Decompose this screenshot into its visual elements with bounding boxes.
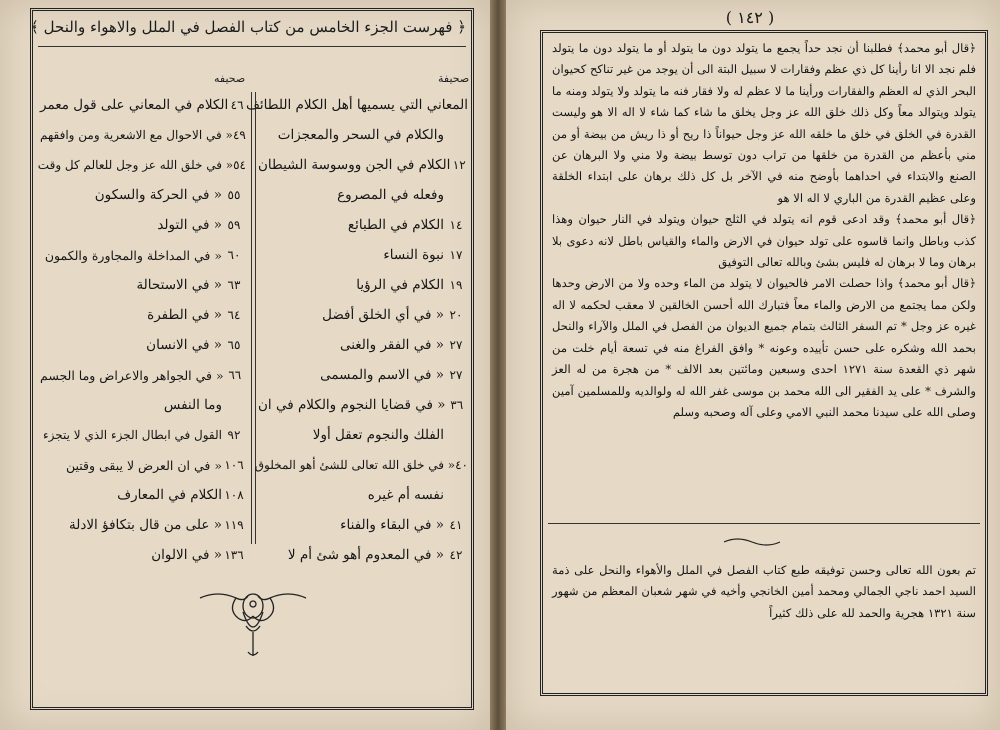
index-entry: ٤٦ الكلام في المعاني على قول معمر [40, 97, 244, 113]
index-entry: ٦٥ « في الانسان [146, 337, 241, 353]
paragraph: ﴿قال أبو محمد﴾ وقد ادعى قوم انه يتولد في الثلج حيوان ويتولد في النار حيوان وهذا كذب وباطل وانما قاسوه على تولد حيوان في الارض والماء والقياس باطل لانه دعوى بلا برهان وما لا برهان له فليس بشئ وبالله تعالى التوفيق [552, 212, 976, 270]
index-entry: نفسه أم غيره [367, 487, 444, 503]
colophon [552, 560, 976, 624]
index-entry: ٤٠ « في خلق الله تعالى للشئ أهو المخلوق [254, 458, 468, 472]
index-entry: ٤٢ « في المعدوم أهو شئ أم لا [287, 547, 463, 563]
floral-tailpiece-ornament-icon [198, 582, 308, 660]
index-entry: ٣٦ « في قضايا النجوم والكلام في ان [258, 397, 464, 413]
page-number: ( ١٤٢ ) [725, 8, 775, 27]
index-entry: وفعله في المصروع [337, 187, 444, 203]
index-entry: ١٠٨ الكلام في المعارف [117, 487, 244, 503]
column-divider [255, 92, 256, 544]
paragraph: ﴿قال أبو محمد﴾ واذا حصلت الامر فالحيوان لا يتولد من الماء وحده ولا من الارض وحدها ولكن مما يجتمع من الارض والماء معاً فتبارك الله أحسن الخالقين لا معقب لحكمه لا اله غيره عز وجل * تم السفر الثالث بتمام جميع الديوان من الفصل في الملل والآراء والنحل بحمد الله وشكره على حسن تأييده وعونه * وافق الفراغ منه في تسعة أيام خلت من شهر ذي القعدة سنة ١٢٧١ احدى وسبعين ومائتين بعد الالف * من هجرة من له العز والشرف * على يد الفقير الى الله محمد بن موسى غفر الله له ولوالديه وللمسلمين آمين وصلى الله على سيدنا محمد النبي الامي وعلى آله وصحبه وسلم [552, 276, 976, 419]
index-entry: ١٠٦ « في ان العرض لا يبقى وقتين [65, 457, 244, 473]
index-entry: ١٣٦ « في الالوان [151, 547, 244, 563]
index-entry: ٦٦ « في الجواهر والاعراض وما الجسم [40, 367, 242, 383]
index-entry: والكلام في السحر والمعجزات [277, 127, 444, 143]
index-entry: ١٤ الكلام في الطبائع [347, 217, 463, 233]
index-entry: ٢٠ « في أي الخلق أفضل [322, 307, 463, 323]
index-entry: ٦٠ « في المداخلة والمجاورة والكمون [44, 247, 241, 263]
index-entry: ٥٤ « في خلق الله عز وجل للعالم كل وقت [37, 158, 246, 172]
index-entry: ١٩ الكلام في الرؤيا [356, 277, 463, 293]
book-gutter [490, 0, 506, 730]
index-entry: ٦٣ « في الاستحالة [136, 277, 241, 293]
index-entry: ٩٢ القول في ابطال الجزء الذي لا يتجزء [43, 428, 241, 442]
section-divider [548, 523, 980, 524]
colophon-text: تم بعون الله تعالى وحسن توفيقه طبع كتاب الفصل في الملل والأهواء والنحل على ذمة السيد احمد ناجي الجمالي ومحمد أمين الخانجي وأخيه في شهر شعبان المعظم من شهور سنة ١٣٢١ هجرية والحمد لله على ذلك كثيراً [552, 563, 976, 620]
title-rule [38, 46, 466, 47]
index-entry: ١٢ الكلام في الجن ووسوسة الشيطان [258, 157, 466, 173]
index-title: ﴿ فهرست الجزء الخامس من كتاب الفصل في الملل والاهواء والنحل ﴾ [30, 18, 466, 36]
right-column-header: صحيفة [438, 72, 470, 85]
index-entry: وما النفس [163, 397, 222, 413]
index-entry: ٥٥ « في الحركة والسكون [94, 187, 241, 203]
index-entry: ٢٧ « في الاسم والمسمى [320, 367, 463, 383]
index-entry: ٤١ « في البقاء والفناء [340, 517, 463, 533]
index-entry: ٥٩ « في التولد [157, 217, 241, 233]
index-entry: ١١٩ « على من قال بتكافؤ الادلة [68, 517, 244, 533]
index-right-column [245, 90, 468, 570]
index-entry: ٤٩ « في الاحوال مع الاشعرية ومن وافقهم [40, 128, 246, 142]
column-divider [251, 92, 252, 544]
index-entry: ٦٤ « في الطفرة [147, 307, 241, 323]
index-left-column [37, 90, 246, 570]
left-column-header: صحيفه [214, 72, 246, 85]
paragraph: ﴿قال أبو محمد﴾ فطلبنا أن نجد حداً يجمع ما يتولد دون ما يتولد أو ما يتولد دون ما يتولد فلم نجد الا انا رأينا كل ذي عظم وفقارات لا سبيل البتة الى أن يوجد من غير تناكح كحيوان البحر الذي له العظم والفقارات ورأينا ما لا عظم له ولا فقار فنه ما يتولد ولا يتولد ومنه ما يتولد ويتوالد معاً وكل ذلك خلق الله عز وجل يخلق ما شاء كما شاء لا اله الا هو وليست القدرة في الخلق في خلق ما خلقه الله عز وجل حيواناً ذا ريح أو ذا ريش من بيضة أو من مني بأعظم من القدرة من خلقها من تراب دون توسط بيضة ولا مني ولا البرهان عن الصنع والابتداء في احداهما بأوضح منه في الآخر بل كل ذلك برهان على ابتداء الخلقة وعلى عظيم القدرة من الباري لا اله الا هو [552, 41, 976, 205]
index-entry: ٢٧ « في الفقر والغنى [339, 337, 463, 353]
index-entry: المعاني التي يسميها أهل الكلام اللطائف [245, 97, 468, 113]
flourish-divider-icon [722, 535, 782, 549]
index-entry: ١٧ نبوة النساء [383, 247, 463, 263]
main-text-block [552, 38, 976, 423]
index-entry: الفلك والنجوم تعقل أولا [312, 427, 444, 443]
